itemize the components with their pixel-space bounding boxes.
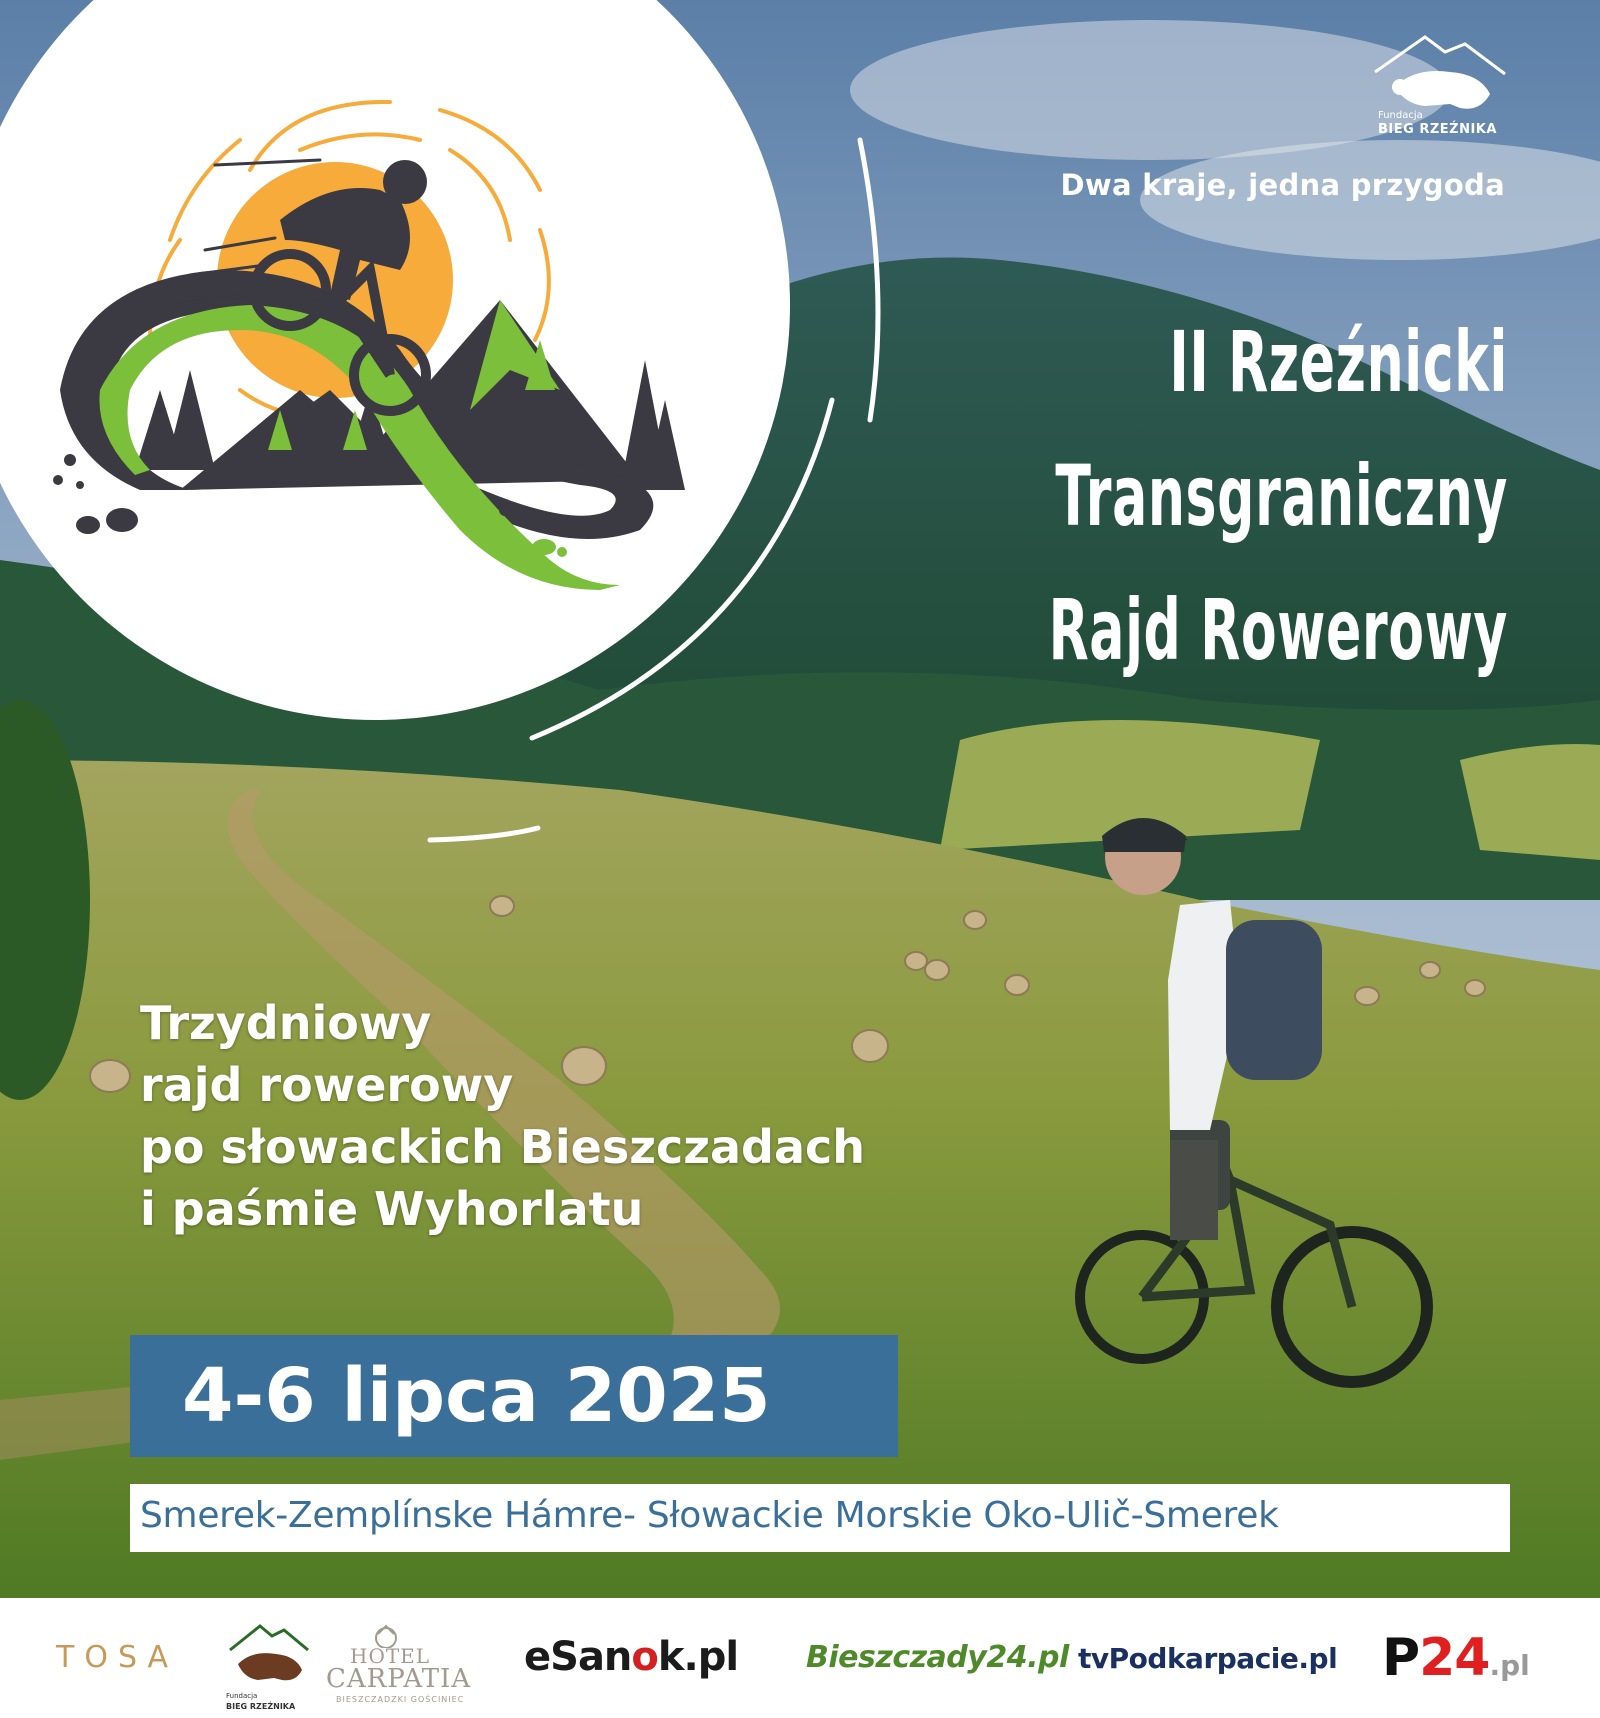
sponsor-hotel-subtitle: BIESZCZADZKI GOŚCINIEC — [336, 1695, 465, 1704]
sponsor-fundacja-logo-icon — [226, 1620, 312, 1700]
title-line-2: Transgraniczny — [1055, 447, 1508, 545]
title-line-1: II Rzeźnicki — [1169, 313, 1508, 411]
p24-24: 24 — [1419, 1628, 1490, 1688]
p24-pl: .pl — [1489, 1649, 1530, 1682]
event-description — [140, 992, 865, 1240]
sponsor-tvpodkarpacie: tvPodkarpacie.pl — [1078, 1642, 1338, 1675]
route-text: Smerek-Zemplínske Hámre- Słowackie Morskie Oko-Ulič-Smerek — [140, 1495, 1279, 1536]
sponsor-bieszczady24: Bieszczady24.pl — [806, 1640, 1069, 1675]
title-line-3: Rajd Rowerowy — [1048, 581, 1508, 679]
esanok-o: o — [631, 1634, 658, 1680]
description-line-2: rajd rowerowy — [140, 1058, 514, 1112]
foundation-name-label: BIEG RZEŹNIKA — [1378, 122, 1497, 137]
esanok-part-2: k.pl — [657, 1634, 739, 1680]
event-title — [1049, 295, 1508, 697]
date-banner — [130, 1335, 898, 1457]
description-line-3: po słowackich Bieszczadach — [140, 1120, 866, 1174]
tagline: Dwa kraje, jedna przygoda — [1060, 168, 1505, 202]
sponsor-fundacja-small: Fundacja — [226, 1692, 258, 1700]
description-line-4: i paśmie Wyhorlatu — [140, 1182, 644, 1236]
foundation-small-label: Fundacja — [1378, 110, 1423, 121]
route-banner — [130, 1484, 1510, 1552]
cyclist-logo-icon — [40, 90, 720, 590]
sponsor-p24 — [1382, 1628, 1530, 1688]
p24-p: P — [1382, 1628, 1420, 1688]
event-date: 4-6 lipca 2025 — [182, 1353, 771, 1439]
sponsor-hotel-name: CARPATIA — [326, 1664, 472, 1694]
sponsor-esanok — [524, 1634, 738, 1680]
sponsor-tosa: TOSA — [56, 1640, 179, 1675]
description-line-1: Trzydniowy — [140, 996, 432, 1050]
sponsor-strip — [0, 1598, 1600, 1718]
esanok-part-1: eSan — [524, 1634, 632, 1680]
sponsor-hotel-label: HOTEL — [350, 1644, 431, 1668]
sponsor-fundacja-name: BIEG RZEŹNIKA — [226, 1702, 296, 1711]
